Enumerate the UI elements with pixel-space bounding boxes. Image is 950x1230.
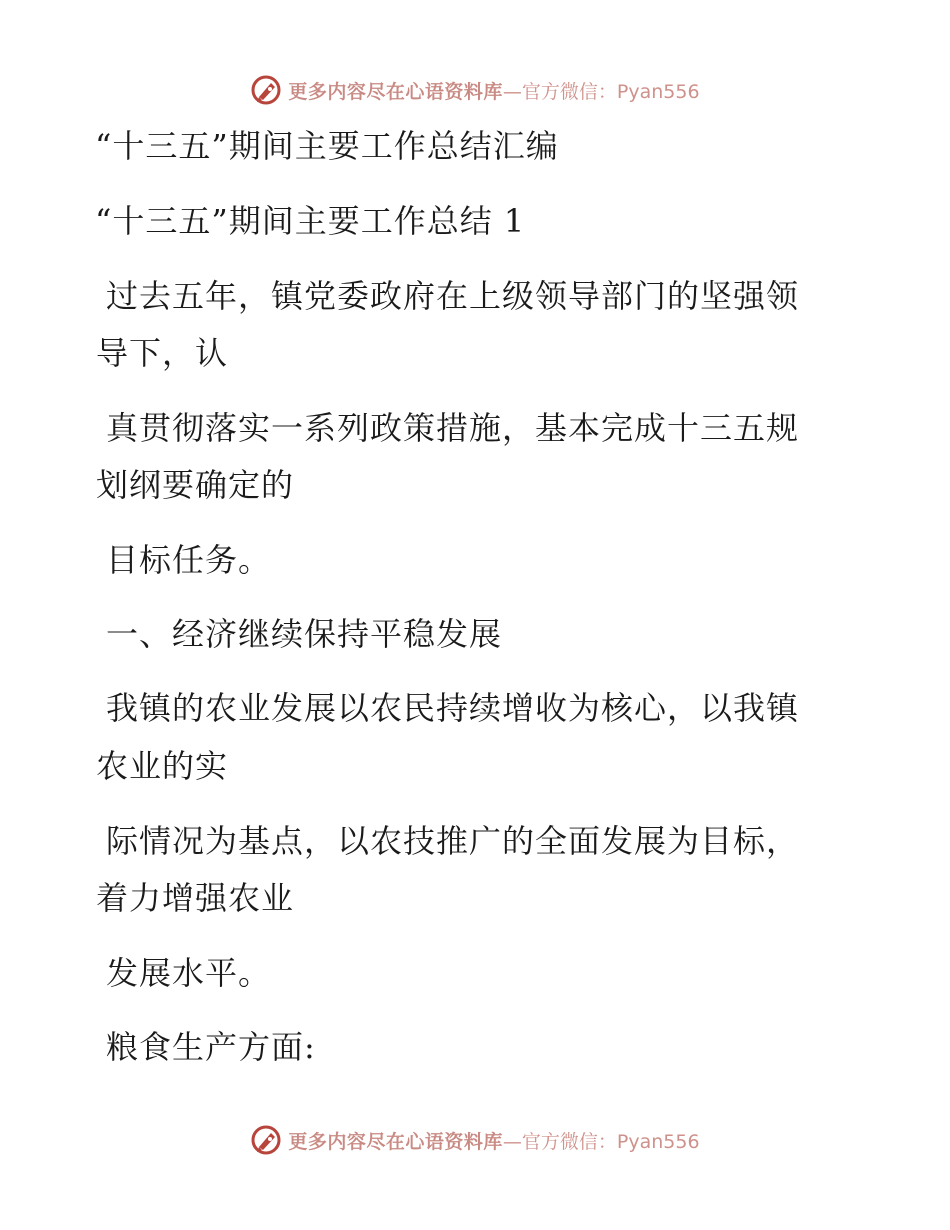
paragraph-line: 农业的实 (96, 747, 229, 785)
paragraph-line: 际情况为基点，以农技推广的全面发展为目标， (106, 822, 800, 860)
paragraph-line: 导下，认 (96, 334, 229, 372)
pen-logo-icon (250, 1124, 282, 1156)
paragraph-line: 真贯彻落实一系列政策措施，基本完成十三五规 (106, 409, 800, 447)
paragraph-line: 发展水平。 (106, 954, 272, 992)
header-watermark (0, 70, 950, 110)
paragraph-line: 划纲要确定的 (96, 466, 295, 504)
paragraph-line: 粮食生产方面: (106, 1028, 316, 1066)
footer-watermark (0, 1120, 950, 1160)
heading-line: 一、经济继续保持平稳发展 (106, 615, 503, 653)
section-title: “十三五”期间主要工作总结 1 (95, 202, 526, 240)
paragraph-line: 着力增强农业 (96, 879, 295, 917)
paragraph-line: 目标任务。 (106, 541, 272, 579)
document-title: “十三五”期间主要工作总结汇编 (95, 127, 559, 165)
watermark-text: 更多内容尽在心语资料库 (288, 1130, 503, 1153)
watermark-wechat: —官方微信：Pyan556 (502, 1130, 700, 1153)
watermark-wechat: —官方微信：Pyan556 (502, 80, 700, 103)
watermark-text: 更多内容尽在心语资料库 (288, 80, 503, 103)
paragraph-line: 过去五年，镇党委政府在上级领导部门的坚强领 (106, 277, 800, 315)
pen-logo-icon (250, 74, 282, 106)
paragraph-line: 我镇的农业发展以农民持续增收为核心，以我镇 (106, 689, 800, 727)
